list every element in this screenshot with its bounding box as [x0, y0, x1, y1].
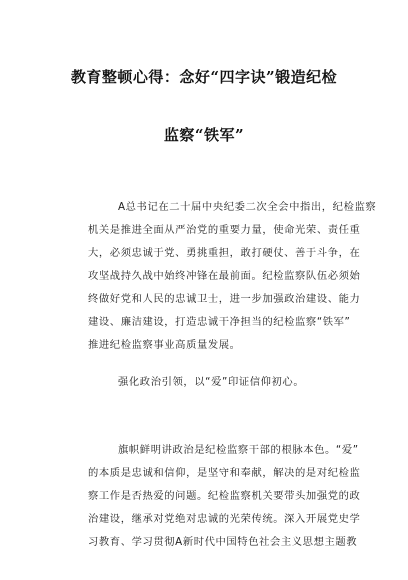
paragraph-3-line: 治建设，继承对党绝对忠诚的光荣传统。深入开展党史学: [88, 513, 361, 525]
paragraph-1-line: A总书记在二十届中央纪委二次全会中指出，纪检监察: [118, 201, 377, 213]
paragraph-1-line: 推进纪检监察事业高质量发展。: [88, 339, 241, 351]
paragraph-2-line: 强化政治引领，以“爱”印证信仰初心。: [118, 376, 305, 388]
paragraph-3-line: 习教育、学习贯彻A新时代中国特色社会主义思想主题教: [88, 536, 358, 548]
paragraph-3-line: 的本质是忠诚和信仰，是坚守和奉献，解决的是对纪检监: [88, 467, 361, 479]
paragraph-3-line: 旗帜鲜明讲政治是纪检监察干部的根脉本色。“爱”: [118, 444, 359, 456]
paragraph-1-line: 终做好党和人民的忠诚卫士，进一步加强政治建设、能力: [88, 293, 361, 305]
document-title-line-2: 监察“铁军”: [163, 126, 245, 144]
paragraph-1-line: 机关是推进全面从严治党的重要力量，使命光荣、责任重: [88, 224, 361, 236]
paragraph-1-line: 攻坚战持久战中始终冲锋在最前面。纪检监察队伍必须始: [88, 270, 361, 282]
paragraph-1-line: 建设、廉洁建设，打造忠诚干净担当的纪检监察“铁军”: [88, 316, 351, 328]
paragraph-3-line: 察工作是否热爱的问题。纪检监察机关要带头加强党的政: [88, 490, 361, 502]
paragraph-1-line: 大，必须忠诚于党、勇挑重担，敢打硬仗、善于斗争，在: [88, 247, 361, 259]
document-title-line-1: 教育整顿心得：念好“四字诀”锻造纪检: [70, 68, 338, 86]
